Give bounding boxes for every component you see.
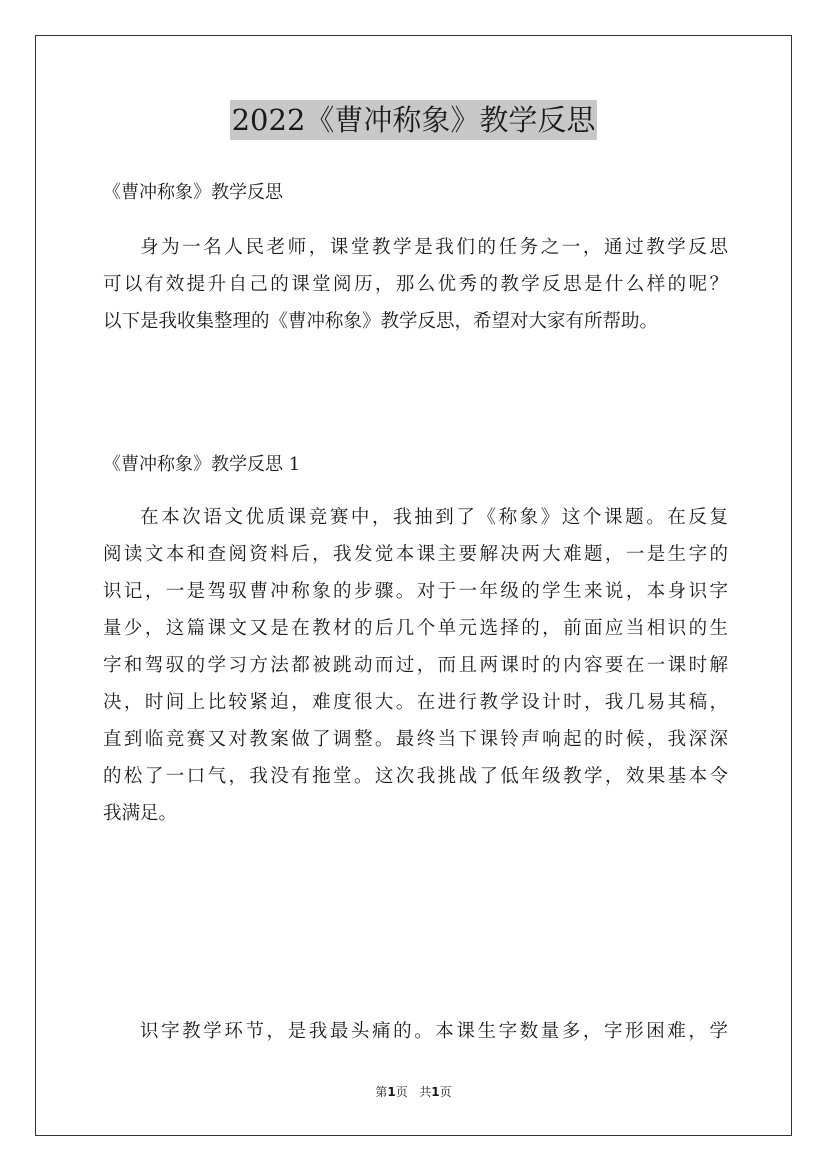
section-line: 我满足。	[103, 803, 178, 824]
intro-line: 身为一名人民老师，课堂教学是我们的任务之一，通过教学反思	[140, 237, 728, 258]
intro-line: 可以有效提升自己的课堂阅历，那么优秀的教学反思是什么样的呢？	[103, 274, 728, 295]
section-line: 阅读文本和查阅资料后，我发觉本课主要解决两大难题，一是生字的	[103, 544, 728, 565]
section-line: 决，时间上比较紧迫，难度很大。在进行教学设计时，我几易其稿，	[103, 692, 728, 713]
intro-paragraph	[103, 229, 728, 340]
footer-page-number: 1	[387, 1085, 396, 1099]
intro-line: 以下是我收集整理的《曹冲称象》教学反思，希望对大家有所帮助。	[103, 311, 659, 332]
footer-page-prefix: 第	[375, 1085, 388, 1099]
literacy-paragraph	[103, 1013, 728, 1050]
section-line: 在本次语文优质课竞赛中，我抽到了《称象》这个课题。在反复	[140, 507, 728, 528]
section-line: 字和驾驭的学习方法都被跳动而过，而且两课时的内容要在一课时解	[103, 655, 728, 676]
footer-page-suffix: 页	[395, 1085, 408, 1099]
section-line: 识记，一是驾驭曹冲称象的步骤。对于一年级的学生来说，本身识字	[103, 581, 728, 602]
section-line: 直到临竞赛又对教案做了调整。最终当下课铃声响起的时候，我深深	[103, 729, 728, 750]
document-title: 2022《曹冲称象》教学反思	[230, 100, 598, 140]
section-heading: 《曹冲称象》教学反思 1	[103, 454, 301, 475]
page-footer	[0, 1083, 827, 1101]
subtitle: 《曹冲称象》教学反思	[103, 182, 283, 203]
footer-total-prefix: 共	[419, 1085, 432, 1099]
footer-total-suffix: 页	[439, 1085, 452, 1099]
section-line: 的松了一口气，我没有拖堂。这次我挑战了低年级教学，效果基本令	[103, 766, 728, 787]
literacy-line: 识字教学环节，是我最头痛的。本课生字数量多，字形困难，学	[140, 1021, 728, 1042]
footer-total-number: 1	[431, 1085, 440, 1099]
section-line: 量少，这篇课文又是在教材的后几个单元选择的，前面应当相识的生	[103, 618, 728, 639]
section-paragraph	[103, 499, 728, 832]
title-container	[0, 100, 827, 140]
